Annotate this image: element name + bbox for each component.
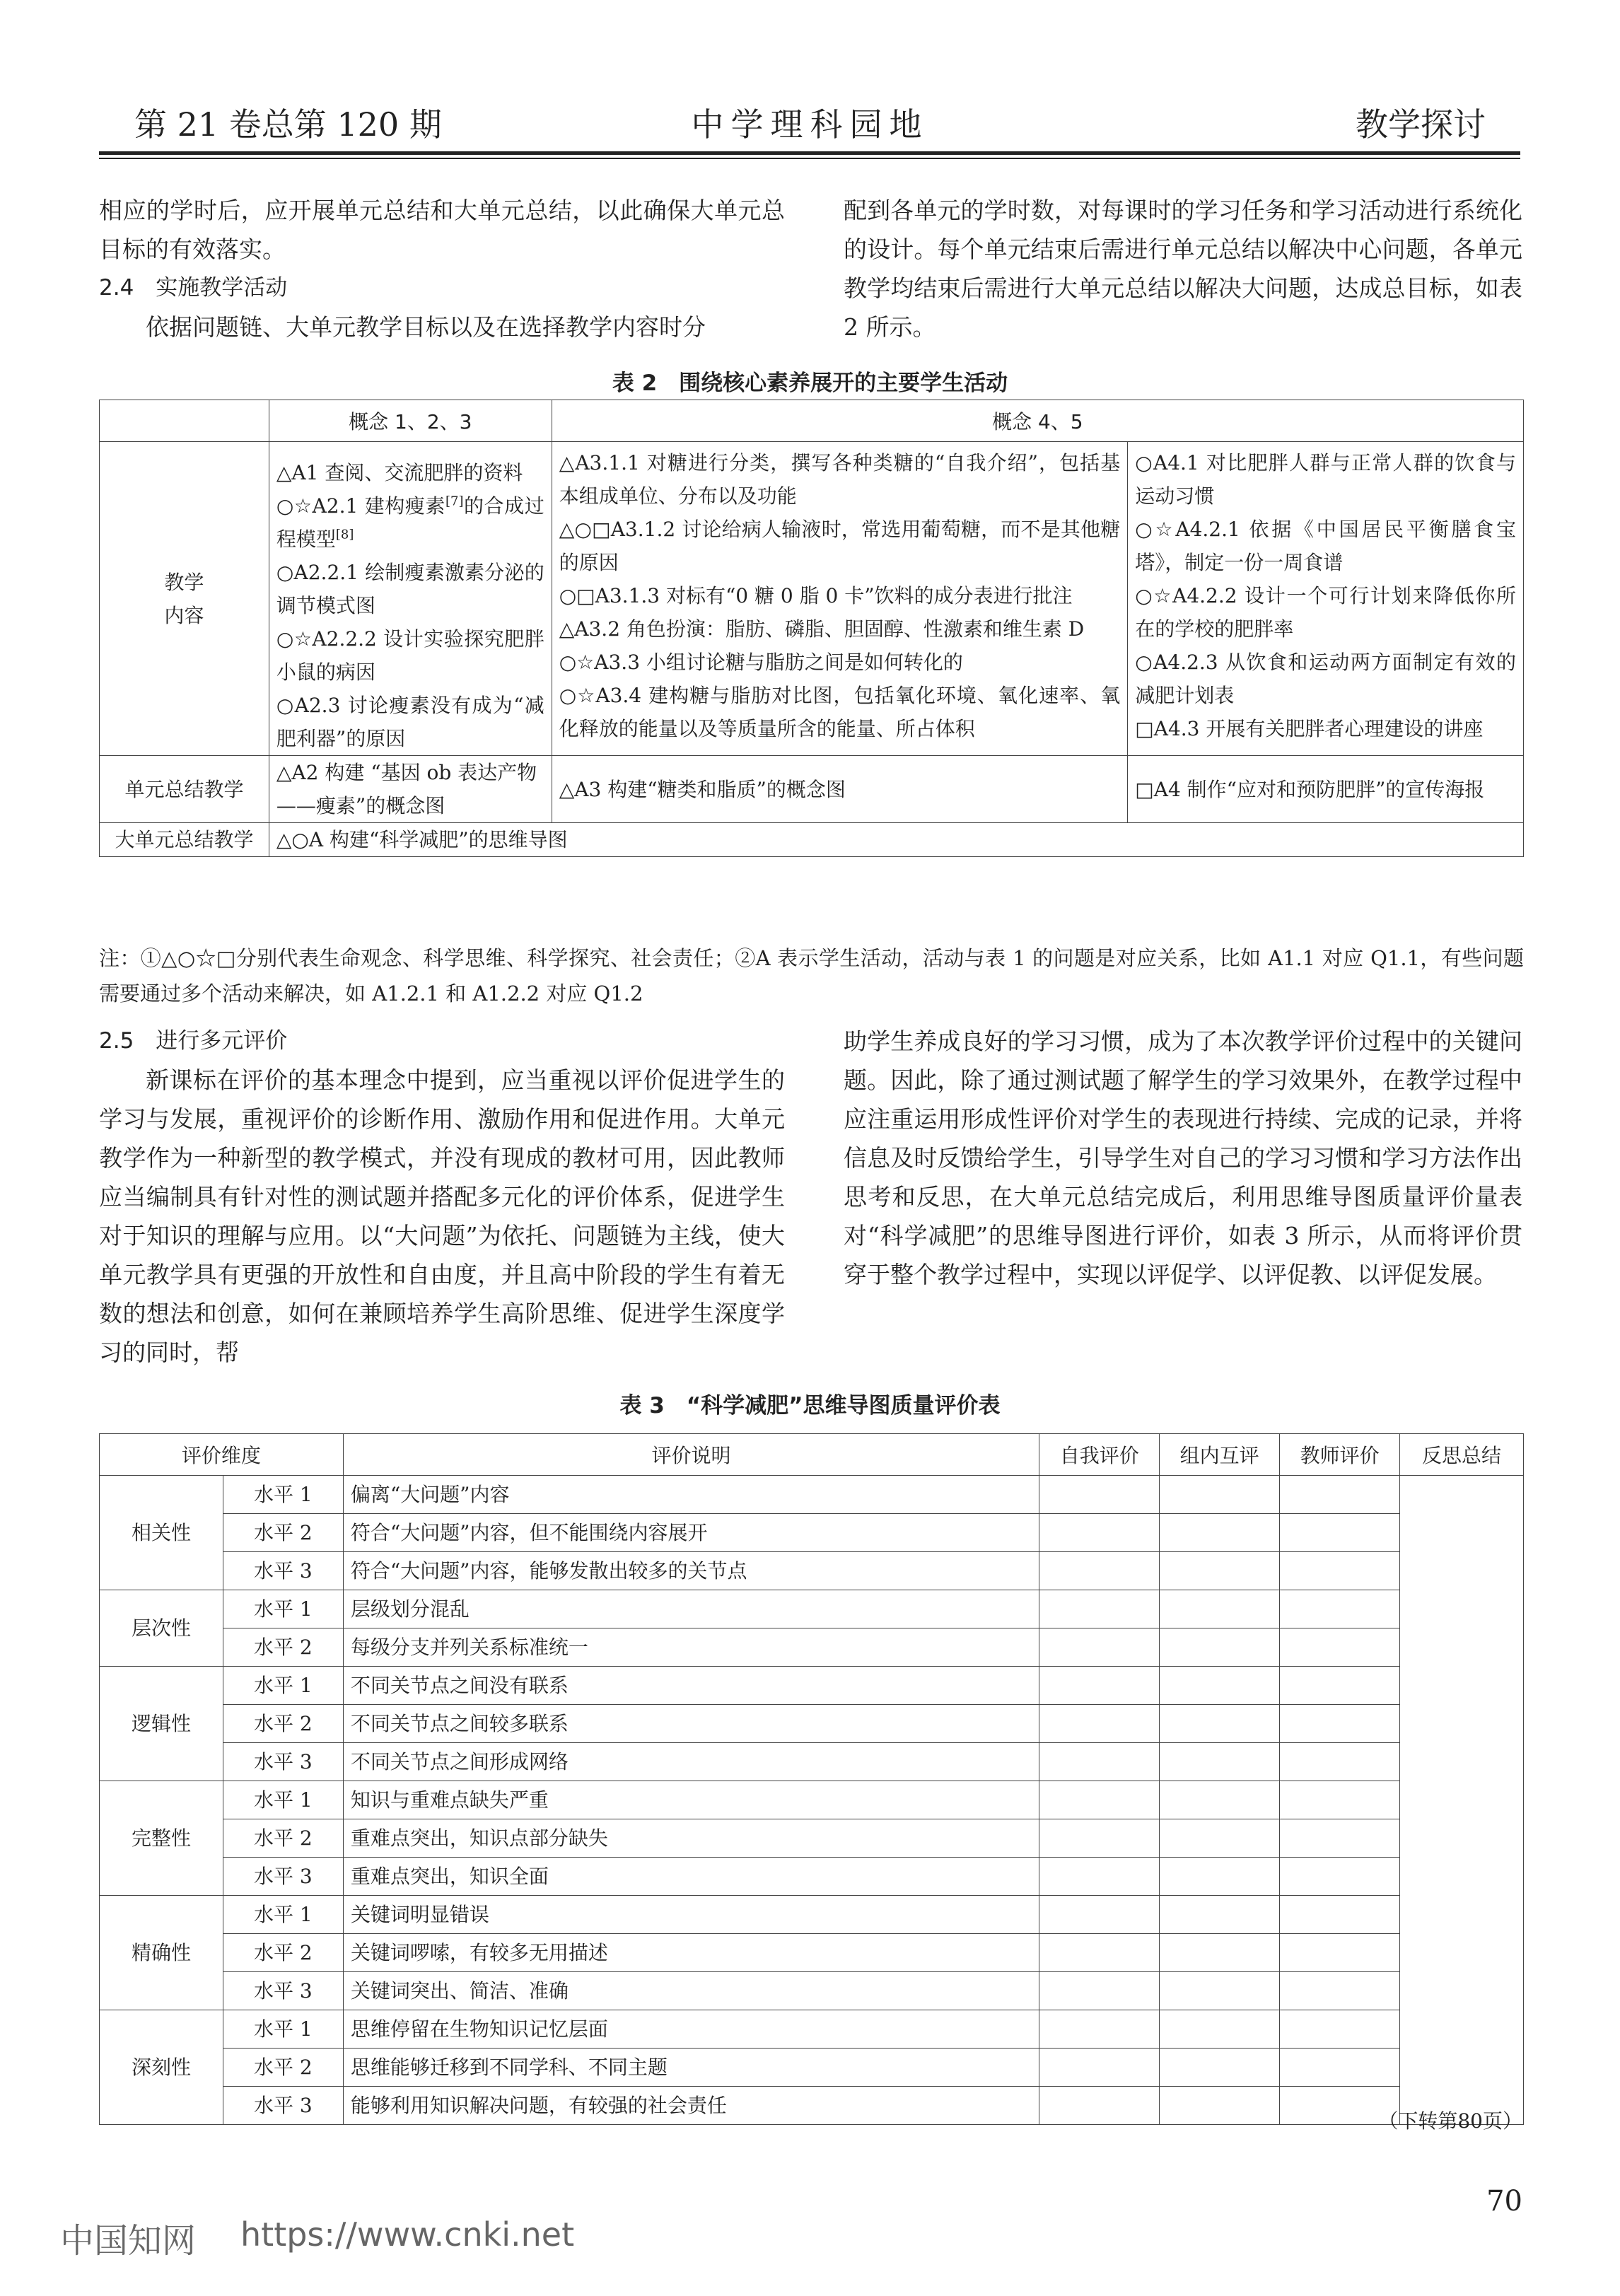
table-row — [100, 1858, 1524, 1896]
rating-cell[interactable] — [1280, 1514, 1400, 1552]
rating-cell[interactable] — [1160, 1896, 1280, 1934]
dimension-cell: 相关性 — [100, 1476, 223, 1590]
activity: △A3.2 角色扮演：脂肪、磷脂、胆固醇、性激素和维生素 D — [559, 617, 1085, 641]
description-cell: 不同关节点之间没有联系 — [343, 1667, 1039, 1705]
col-header: 反思总结 — [1400, 1434, 1524, 1476]
rating-cell[interactable] — [1280, 1628, 1400, 1667]
level-cell: 水平 2 — [223, 2049, 343, 2087]
rating-cell[interactable] — [1280, 1552, 1400, 1590]
rating-cell[interactable] — [1039, 1934, 1160, 1972]
dimension-cell: 精确性 — [100, 1896, 223, 2010]
table-row — [100, 1781, 1524, 1819]
activity: ○A4.2.3 从饮食和运动两方面制定有效的减肥计划表 — [1135, 651, 1516, 707]
activity: △A1 查阅、交流肥胖的资料 — [276, 461, 523, 484]
rating-cell[interactable] — [1039, 1476, 1160, 1514]
level-cell: 水平 1 — [223, 2010, 343, 2049]
section-name: 教学探讨 — [1356, 105, 1486, 144]
concept-5-cell — [1128, 442, 1524, 756]
rating-cell[interactable] — [1160, 1705, 1280, 1743]
unit-cell: △A2 构建 “基因 ob 表达产物——瘦素”的概念图 — [269, 756, 552, 823]
description-cell: 思维能够迁移到不同学科、不同主题 — [343, 2049, 1039, 2087]
level-cell: 水平 1 — [223, 1667, 343, 1705]
rating-cell[interactable] — [1160, 2049, 1280, 2087]
top-left-column — [99, 191, 785, 346]
rating-cell[interactable] — [1280, 1896, 1400, 1934]
table-header-row — [100, 400, 1524, 442]
rating-cell[interactable] — [1280, 1934, 1400, 1972]
description-cell: 偏离“大问题”内容 — [343, 1476, 1039, 1514]
unit-cell: △A3 构建“糖类和脂质”的概念图 — [552, 756, 1128, 823]
continued-note: （下转第80页） — [1378, 2109, 1522, 2133]
activity — [276, 489, 544, 556]
level-cell: 水平 2 — [223, 1819, 343, 1858]
rating-cell[interactable] — [1160, 1819, 1280, 1858]
activity-part: ○☆A2.1 建构瘦素 — [276, 494, 445, 518]
description-cell: 能够利用知识解决问题，有较强的社会责任 — [343, 2087, 1039, 2125]
level-cell: 水平 1 — [223, 1476, 343, 1514]
activity: ○☆A4.2.1 依据《中国居民平衡膳食宝塔》，制定一份一周食谱 — [1135, 518, 1516, 574]
description-cell: 不同关节点之间较多联系 — [343, 1705, 1039, 1743]
rating-cell[interactable] — [1039, 1705, 1160, 1743]
activity-part: 的合成过程模型 — [276, 494, 544, 551]
rating-cell[interactable] — [1039, 1514, 1160, 1552]
rating-cell[interactable] — [1160, 1552, 1280, 1590]
table-row — [100, 1934, 1524, 1972]
col-header: 教师评价 — [1280, 1434, 1400, 1476]
citation: [8] — [335, 527, 354, 542]
rating-cell[interactable] — [1039, 1743, 1160, 1781]
rating-cell[interactable] — [1039, 1667, 1160, 1705]
rating-cell[interactable] — [1039, 1858, 1160, 1896]
rating-cell[interactable] — [1039, 1819, 1160, 1858]
description-cell: 符合“大问题”内容，但不能围绕内容展开 — [343, 1514, 1039, 1552]
description-cell: 不同关节点之间形成网络 — [343, 1743, 1039, 1781]
rating-cell[interactable] — [1280, 2049, 1400, 2087]
rating-cell[interactable] — [1160, 1781, 1280, 1819]
level-cell: 水平 3 — [223, 1972, 343, 2010]
col-header: 概念 1、2、3 — [269, 400, 552, 442]
table3-caption: 表 3 “科学减肥”思维导图质量评价表 — [619, 1393, 1001, 1418]
description-cell: 关键词啰嗦，有较多无用描述 — [343, 1934, 1039, 1972]
activity: ○☆A2.2.2 设计实验探究肥胖小鼠的病因 — [276, 627, 544, 684]
paragraph: 助学生养成良好的学习习惯，成为了本次教学评价过程中的关键问题。因此，除了通过测试题了解学生的学习效果外，在教学过程中应注重运用形成性评价对学生的表现进行持续、完成的记录，并将信息及时反馈给学生，引导学生对自己的学习习惯和学习方法作出思考和反思，在大单元总结完成后，利用思维导图质量评价量表对“科学减肥”的思维导图进行评价，如表 3 所示，从而将评价贯穿于整个教学过程中，实现以评促学、以评促教、以评促发展。 — [844, 1027, 1522, 1288]
rating-cell[interactable] — [1039, 2010, 1160, 2049]
rating-cell[interactable] — [1280, 1858, 1400, 1896]
mid-left-column — [99, 1022, 785, 1372]
level-cell: 水平 1 — [223, 1590, 343, 1628]
table-row — [100, 756, 1524, 823]
level-cell: 水平 1 — [223, 1896, 343, 1934]
rating-cell[interactable] — [1039, 1972, 1160, 2010]
header-rule — [99, 151, 1520, 155]
rating-cell[interactable] — [1039, 1628, 1160, 1667]
rating-cell[interactable] — [1280, 1743, 1400, 1781]
table-row — [100, 442, 1524, 756]
section-heading: 2.5 进行多元评价 — [99, 1028, 288, 1054]
level-cell: 水平 2 — [223, 1934, 343, 1972]
rating-cell[interactable] — [1280, 1972, 1400, 2010]
page-number: 70 — [1486, 2185, 1522, 2218]
description-cell: 重难点突出，知识点部分缺失 — [343, 1819, 1039, 1858]
table-row — [100, 1514, 1524, 1552]
level-cell: 水平 3 — [223, 1552, 343, 1590]
concept-123-cell — [269, 442, 552, 756]
header-rule-thin — [99, 158, 1520, 159]
concept-4-cell — [552, 442, 1128, 756]
table-note: 注：①△○☆□分别代表生命观念、科学思维、科学探究、社会责任；②A 表示学生活动，活动与表 1 的问题是对应关系，比如 A1.1 对应 Q1.1，有些问题需要通过多个活动来解决，如 A1.2.1 和 A1.2.2 对应 Q1.2 — [99, 946, 1524, 1006]
paragraph: 配到各单元的学时数，对每课时的学习任务和学习活动进行系统化的设计。每个单元结束后需进行单元总结以解决中心问题，各单元教学均结束后需进行大单元总结以解决大问题，达成总目标，如表 2 所示。 — [844, 197, 1522, 341]
table-row — [100, 1972, 1524, 2010]
activity: ○☆A3.3 小组讨论糖与脂肪之间是如何转化的 — [559, 651, 963, 674]
table-row — [100, 2087, 1524, 2125]
citation: [7] — [445, 494, 464, 509]
section-heading: 2.4 实施教学活动 — [99, 275, 288, 301]
activity: ○A2.2.1 绘制瘦素激素分泌的调节模式图 — [276, 561, 544, 617]
description-cell: 知识与重难点缺失严重 — [343, 1781, 1039, 1819]
rating-cell[interactable] — [1160, 1972, 1280, 2010]
big-unit-cell: △○A 构建“科学减肥”的思维导图 — [269, 823, 1523, 857]
col-header: 评价说明 — [343, 1434, 1039, 1476]
rating-cell[interactable] — [1160, 2087, 1280, 2125]
dimension-cell: 深刻性 — [100, 2010, 223, 2125]
activity: △○□A3.1.2 讨论给病人输液时，常选用葡萄糖，而不是其他糖的原因 — [559, 518, 1121, 574]
level-cell: 水平 2 — [223, 1628, 343, 1667]
col-header: 自我评价 — [1039, 1434, 1160, 1476]
mid-right-column — [844, 1022, 1522, 1294]
dimension-cell: 层次性 — [100, 1590, 223, 1667]
rating-cell[interactable] — [1160, 2010, 1280, 2049]
level-cell: 水平 3 — [223, 1743, 343, 1781]
table-row — [100, 1590, 1524, 1628]
level-cell: 水平 1 — [223, 1781, 343, 1819]
col-header: 组内互评 — [1160, 1434, 1280, 1476]
description-cell: 关键词突出、简洁、准确 — [343, 1972, 1039, 2010]
activity: □A4.3 开展有关肥胖者心理建设的讲座 — [1135, 717, 1484, 740]
table-row — [100, 2010, 1524, 2049]
table-row — [100, 1552, 1524, 1590]
col-header: 概念 4、5 — [552, 400, 1523, 442]
rating-cell[interactable] — [1039, 1781, 1160, 1819]
rating-cell[interactable] — [1280, 1819, 1400, 1858]
activity: ○□A3.1.3 对标有“0 糖 0 脂 0 卡”饮料的成分表进行批注 — [559, 584, 1073, 607]
rating-cell[interactable] — [1160, 1476, 1280, 1514]
rating-cell[interactable] — [1160, 1667, 1280, 1705]
table-row — [100, 1819, 1524, 1858]
col-header: 评价维度 — [100, 1434, 344, 1476]
description-cell: 关键词明显错误 — [343, 1896, 1039, 1934]
table-row — [100, 1896, 1524, 1934]
table-header-row — [100, 1434, 1524, 1476]
description-cell: 重难点突出，知识全面 — [343, 1858, 1039, 1896]
journal-issue: 第 21 卷总第 120 期 — [134, 105, 442, 144]
reflection-cell[interactable] — [1400, 1476, 1524, 2125]
paragraph: 依据问题链、大单元教学目标以及在选择教学内容时分 — [146, 313, 706, 341]
table-row — [100, 1476, 1524, 1514]
watermark-name: 中国知网 — [60, 2221, 197, 2261]
table2-caption: 表 2 围绕核心素养展开的主要学生活动 — [612, 371, 1008, 396]
row-label: 单元总结教学 — [100, 756, 269, 823]
level-cell: 水平 2 — [223, 1705, 343, 1743]
unit-cell: □A4 制作“应对和预防肥胖”的宣传海报 — [1128, 756, 1524, 823]
description-cell: 思维停留在生物知识记忆层面 — [343, 2010, 1039, 2049]
row-label: 大单元总结教学 — [100, 823, 269, 857]
table-row — [100, 1628, 1524, 1667]
top-right-column — [844, 191, 1522, 346]
rating-cell[interactable] — [1039, 2087, 1160, 2125]
watermark-url: https://www.cnki.net — [240, 2215, 575, 2254]
table-row — [100, 2049, 1524, 2087]
description-cell: 每级分支并列关系标准统一 — [343, 1628, 1039, 1667]
description-cell: 符合“大问题”内容，能够发散出较多的关节点 — [343, 1552, 1039, 1590]
paragraph: 相应的学时后，应开展单元总结和大单元总结，以此确保大单元总目标的有效落实。 — [99, 197, 785, 263]
header-empty — [100, 400, 269, 442]
paragraph: 新课标在评价的基本理念中提到，应当重视以评价促进学生的学习与发展，重视评价的诊断作用、激励作用和促进作用。大单元教学作为一种新型的教学模式，并没有现成的教材可用，因此教师应当编制具有针对性的测试题并搭配多元化的评价体系，促进学生对于知识的理解与应用。以“大问题”为依托、问题链为主线，使大单元教学具有更强的开放性和自由度，并且高中阶段的学生有着无数的想法和创意，如何在兼顾培养学生高阶思维、促进学生深度学习的同时，帮 — [99, 1066, 785, 1366]
row-label — [100, 442, 269, 756]
level-cell: 水平 2 — [223, 1514, 343, 1552]
row-label-text: 教学内容 — [164, 570, 204, 627]
table-row — [100, 1705, 1524, 1743]
rating-cell[interactable] — [1160, 1743, 1280, 1781]
rating-cell[interactable] — [1280, 1476, 1400, 1514]
table-row — [100, 1667, 1524, 1705]
rating-cell[interactable] — [1160, 1514, 1280, 1552]
rating-cell[interactable] — [1280, 1781, 1400, 1819]
activity: ○☆A3.4 建构糖与脂肪对比图，包括氧化环境、氧化速率、氧化释放的能量以及等质量所含的能量、所占体积 — [559, 684, 1121, 740]
rating-cell[interactable] — [1280, 1667, 1400, 1705]
rating-cell[interactable] — [1280, 1705, 1400, 1743]
table-row — [100, 823, 1524, 857]
dimension-cell: 逻辑性 — [100, 1667, 223, 1781]
dimension-cell: 完整性 — [100, 1781, 223, 1896]
table-row — [100, 1743, 1524, 1781]
rating-cell[interactable] — [1280, 2010, 1400, 2049]
rating-cell[interactable] — [1039, 1896, 1160, 1934]
activity: ○A4.1 对比肥胖人群与正常人群的饮食与运动习惯 — [1135, 451, 1516, 508]
activity: △A3.1.1 对糖进行分类，撰写各种类糖的“自我介绍”，包括基本组成单位、分布以及功能 — [559, 451, 1121, 508]
rating-cell[interactable] — [1280, 1590, 1400, 1628]
rating-cell[interactable] — [1160, 1858, 1280, 1896]
rating-cell[interactable] — [1039, 1590, 1160, 1628]
rating-cell[interactable] — [1160, 1590, 1280, 1628]
description-cell: 层级划分混乱 — [343, 1590, 1039, 1628]
journal-name: 中学理科园地 — [691, 105, 929, 144]
table2 — [99, 400, 1524, 857]
rating-cell[interactable] — [1160, 1628, 1280, 1667]
level-cell: 水平 3 — [223, 1858, 343, 1896]
rating-cell[interactable] — [1039, 2049, 1160, 2087]
rating-cell[interactable] — [1039, 1552, 1160, 1590]
table3 — [99, 1433, 1524, 2125]
activity: ○☆A4.2.2 设计一个可行计划来降低你所在的学校的肥胖率 — [1135, 584, 1516, 641]
level-cell: 水平 3 — [223, 2087, 343, 2125]
activity: ○A2.3 讨论瘦素没有成为“减肥利器”的原因 — [276, 694, 544, 750]
rating-cell[interactable] — [1160, 1934, 1280, 1972]
